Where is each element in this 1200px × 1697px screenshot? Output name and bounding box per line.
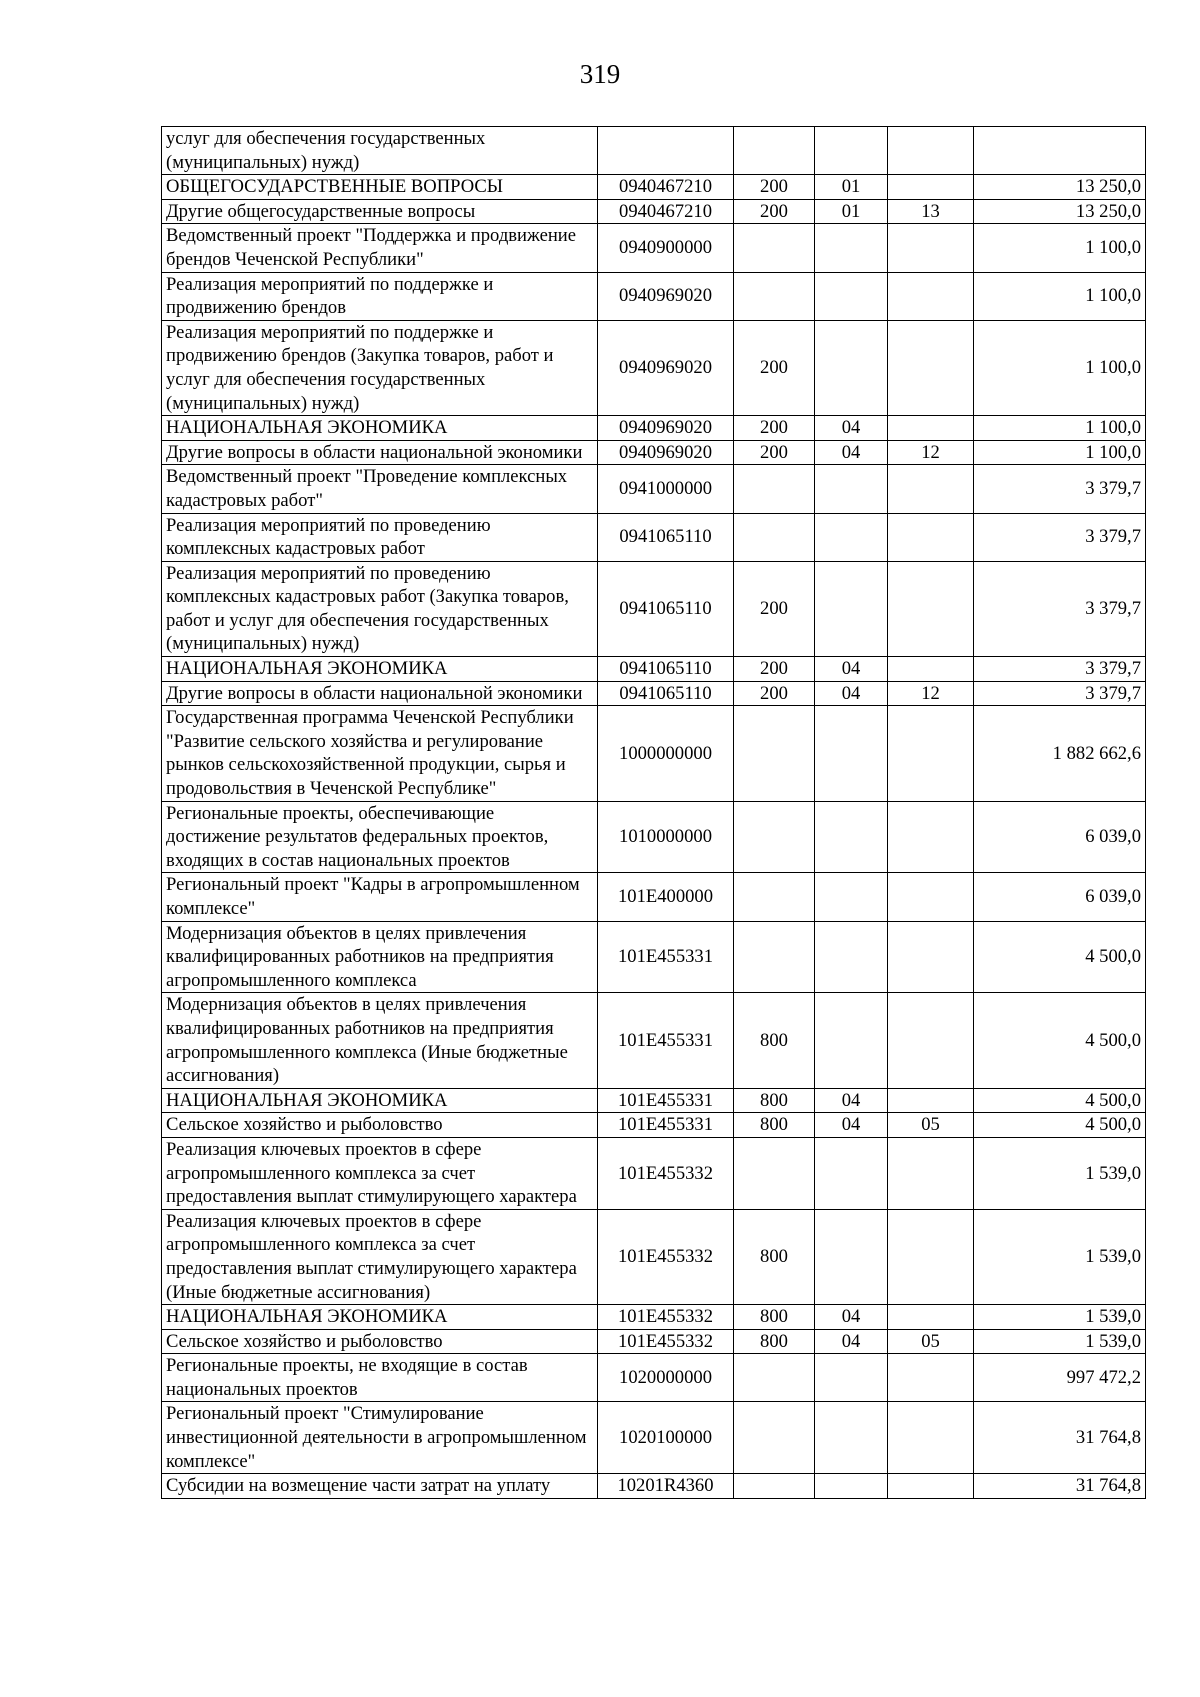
amount-cell: 1 882 662,6 — [974, 706, 1146, 801]
section-cell: 04 — [815, 657, 888, 682]
table-row — [162, 1329, 1146, 1354]
section-cell — [815, 272, 888, 320]
table-row — [162, 175, 1146, 200]
expense-type-cell — [734, 801, 815, 873]
target-article-cell: 101Е455332 — [598, 1305, 734, 1330]
subsection-cell — [888, 465, 974, 513]
subsection-cell — [888, 921, 974, 993]
expense-type-cell — [734, 272, 815, 320]
section-cell — [815, 993, 888, 1088]
target-article-cell: 0941065110 — [598, 657, 734, 682]
item-name-cell: Региональные проекты, обеспечивающие достижение результатов федеральных проектов, входящих в состав национальных проектов — [162, 801, 598, 873]
item-name-cell: Реализация мероприятий по поддержке и продвижению брендов — [162, 272, 598, 320]
section-cell: 04 — [815, 1329, 888, 1354]
item-name-cell: Региональный проект "Кадры в агропромышленном комплексе" — [162, 873, 598, 921]
table-row — [162, 1137, 1146, 1209]
amount-cell — [974, 127, 1146, 175]
subsection-cell: 12 — [888, 681, 974, 706]
section-cell — [815, 706, 888, 801]
subsection-cell — [888, 1402, 974, 1474]
subsection-cell — [888, 993, 974, 1088]
target-article-cell: 101Е455332 — [598, 1329, 734, 1354]
amount-cell: 4 500,0 — [974, 993, 1146, 1088]
target-article-cell: 101Е455331 — [598, 1088, 734, 1113]
amount-cell: 6 039,0 — [974, 801, 1146, 873]
item-name-cell: Реализация ключевых проектов в сфере агропромышленного комплекса за счет предоставления выплат стимулирующего характера (Иные бюджетные ассигнования) — [162, 1209, 598, 1304]
amount-cell: 1 539,0 — [974, 1329, 1146, 1354]
section-cell: 04 — [815, 416, 888, 441]
target-article-cell: 101Е455331 — [598, 921, 734, 993]
subsection-cell — [888, 224, 974, 272]
amount-cell: 31 764,8 — [974, 1474, 1146, 1499]
item-name-cell: НАЦИОНАЛЬНАЯ ЭКОНОМИКА — [162, 657, 598, 682]
item-name-cell: Ведомственный проект "Проведение комплексных кадастровых работ" — [162, 465, 598, 513]
table-row — [162, 465, 1146, 513]
table-row — [162, 1209, 1146, 1304]
section-cell — [815, 320, 888, 415]
table-row — [162, 873, 1146, 921]
subsection-cell — [888, 657, 974, 682]
item-name-cell: Реализация мероприятий по проведению комплексных кадастровых работ — [162, 513, 598, 561]
amount-cell: 3 379,7 — [974, 561, 1146, 656]
target-article-cell: 0941000000 — [598, 465, 734, 513]
target-article-cell: 1020100000 — [598, 1402, 734, 1474]
table-row — [162, 681, 1146, 706]
table-row — [162, 1402, 1146, 1474]
expense-type-cell: 800 — [734, 1088, 815, 1113]
expense-type-cell: 800 — [734, 1209, 815, 1304]
amount-cell: 3 379,7 — [974, 657, 1146, 682]
subsection-cell — [888, 1137, 974, 1209]
item-name-cell: ОБЩЕГОСУДАРСТВЕННЫЕ ВОПРОСЫ — [162, 175, 598, 200]
subsection-cell — [888, 416, 974, 441]
expense-type-cell: 200 — [734, 657, 815, 682]
target-article-cell: 0940467210 — [598, 175, 734, 200]
amount-cell: 1 100,0 — [974, 272, 1146, 320]
section-cell — [815, 224, 888, 272]
subsection-cell — [888, 1305, 974, 1330]
target-article-cell: 101Е455331 — [598, 993, 734, 1088]
section-cell: 04 — [815, 1113, 888, 1138]
section-cell: 04 — [815, 1088, 888, 1113]
section-cell: 04 — [815, 1305, 888, 1330]
amount-cell: 31 764,8 — [974, 1402, 1146, 1474]
section-cell: 01 — [815, 199, 888, 224]
section-cell — [815, 561, 888, 656]
expense-type-cell — [734, 1354, 815, 1402]
table-row — [162, 921, 1146, 993]
target-article-cell: 101Е455332 — [598, 1137, 734, 1209]
subsection-cell: 12 — [888, 440, 974, 465]
amount-cell: 1 100,0 — [974, 416, 1146, 441]
subsection-cell: 13 — [888, 199, 974, 224]
item-name-cell: Государственная программа Чеченской Республики "Развитие сельского хозяйства и регулирование рынков сельскохозяйственной продукции, сырья и продовольствия в Чеченской Республике" — [162, 706, 598, 801]
subsection-cell — [888, 513, 974, 561]
section-cell — [815, 801, 888, 873]
table-row — [162, 801, 1146, 873]
target-article-cell: 101Е455331 — [598, 1113, 734, 1138]
section-cell — [815, 873, 888, 921]
expense-type-cell — [734, 224, 815, 272]
subsection-cell — [888, 873, 974, 921]
budget-table-body — [162, 127, 1146, 1499]
amount-cell: 1 100,0 — [974, 320, 1146, 415]
table-row — [162, 127, 1146, 175]
amount-cell: 6 039,0 — [974, 873, 1146, 921]
amount-cell: 3 379,7 — [974, 513, 1146, 561]
table-row — [162, 513, 1146, 561]
item-name-cell: Региональные проекты, не входящие в состав национальных проектов — [162, 1354, 598, 1402]
expense-type-cell — [734, 1402, 815, 1474]
budget-table — [161, 126, 1146, 1499]
section-cell — [815, 1402, 888, 1474]
section-cell — [815, 921, 888, 993]
subsection-cell — [888, 1354, 974, 1402]
target-article-cell: 1020000000 — [598, 1354, 734, 1402]
item-name-cell: НАЦИОНАЛЬНАЯ ЭКОНОМИКА — [162, 1305, 598, 1330]
subsection-cell: 05 — [888, 1329, 974, 1354]
table-row — [162, 1088, 1146, 1113]
amount-cell: 1 539,0 — [974, 1305, 1146, 1330]
subsection-cell: 05 — [888, 1113, 974, 1138]
amount-cell: 4 500,0 — [974, 1088, 1146, 1113]
amount-cell: 1 100,0 — [974, 224, 1146, 272]
item-name-cell: НАЦИОНАЛЬНАЯ ЭКОНОМИКА — [162, 416, 598, 441]
section-cell — [815, 465, 888, 513]
table-row — [162, 272, 1146, 320]
target-article-cell: 0941065110 — [598, 681, 734, 706]
item-name-cell: Модернизация объектов в целях привлечения квалифицированных работников на предприятия агропромышленного комплекса (Иные бюджетные ассигнования) — [162, 993, 598, 1088]
subsection-cell — [888, 272, 974, 320]
target-article-cell: 10201R4360 — [598, 1474, 734, 1499]
subsection-cell — [888, 320, 974, 415]
table-row — [162, 320, 1146, 415]
expense-type-cell: 200 — [734, 561, 815, 656]
expense-type-cell: 800 — [734, 1305, 815, 1330]
item-name-cell: Региональный проект "Стимулирование инвестиционной деятельности в агропромышленном комплексе" — [162, 1402, 598, 1474]
section-cell: 01 — [815, 175, 888, 200]
expense-type-cell — [734, 873, 815, 921]
target-article-cell — [598, 127, 734, 175]
amount-cell: 13 250,0 — [974, 175, 1146, 200]
amount-cell: 3 379,7 — [974, 681, 1146, 706]
table-row — [162, 1113, 1146, 1138]
target-article-cell: 101Е400000 — [598, 873, 734, 921]
section-cell — [815, 1209, 888, 1304]
table-row — [162, 657, 1146, 682]
item-name-cell: Субсидии на возмещение части затрат на уплату — [162, 1474, 598, 1499]
section-cell: 04 — [815, 440, 888, 465]
target-article-cell: 1000000000 — [598, 706, 734, 801]
expense-type-cell — [734, 1137, 815, 1209]
section-cell: 04 — [815, 681, 888, 706]
page-number: 319 — [579, 59, 621, 89]
section-cell — [815, 513, 888, 561]
table-row — [162, 1354, 1146, 1402]
table-row — [162, 706, 1146, 801]
item-name-cell: Реализация мероприятий по поддержке и продвижению брендов (Закупка товаров, работ и услуг для обеспечения государственных (муниципальных) нужд) — [162, 320, 598, 415]
expense-type-cell: 200 — [734, 440, 815, 465]
expense-type-cell — [734, 465, 815, 513]
expense-type-cell — [734, 127, 815, 175]
item-name-cell: НАЦИОНАЛЬНАЯ ЭКОНОМИКА — [162, 1088, 598, 1113]
amount-cell: 13 250,0 — [974, 199, 1146, 224]
expense-type-cell — [734, 706, 815, 801]
target-article-cell: 0940969020 — [598, 320, 734, 415]
item-name-cell: Реализация ключевых проектов в сфере агропромышленного комплекса за счет предоставления выплат стимулирующего характера — [162, 1137, 598, 1209]
item-name-cell: Другие вопросы в области национальной экономики — [162, 681, 598, 706]
section-cell — [815, 1137, 888, 1209]
table-row — [162, 199, 1146, 224]
subsection-cell — [888, 1088, 974, 1113]
target-article-cell: 0940467210 — [598, 199, 734, 224]
expense-type-cell — [734, 1474, 815, 1499]
target-article-cell: 0940969020 — [598, 272, 734, 320]
amount-cell: 4 500,0 — [974, 1113, 1146, 1138]
subsection-cell — [888, 561, 974, 656]
item-name-cell: Ведомственный проект "Поддержка и продвижение брендов Чеченской Республики" — [162, 224, 598, 272]
table-row — [162, 1305, 1146, 1330]
subsection-cell — [888, 175, 974, 200]
target-article-cell: 0940969020 — [598, 440, 734, 465]
expense-type-cell: 200 — [734, 175, 815, 200]
table-row — [162, 561, 1146, 656]
expense-type-cell — [734, 921, 815, 993]
table-row — [162, 224, 1146, 272]
amount-cell: 1 539,0 — [974, 1137, 1146, 1209]
item-name-cell: Реализация мероприятий по проведению комплексных кадастровых работ (Закупка товаров, работ и услуг для обеспечения государственных (муниципальных) нужд) — [162, 561, 598, 656]
item-name-cell: Сельское хозяйство и рыболовство — [162, 1113, 598, 1138]
amount-cell: 4 500,0 — [974, 921, 1146, 993]
target-article-cell: 0940900000 — [598, 224, 734, 272]
target-article-cell: 0941065110 — [598, 561, 734, 656]
section-cell — [815, 127, 888, 175]
expense-type-cell: 800 — [734, 1113, 815, 1138]
table-row — [162, 993, 1146, 1088]
item-name-cell: Сельское хозяйство и рыболовство — [162, 1329, 598, 1354]
target-article-cell: 0940969020 — [598, 416, 734, 441]
section-cell — [815, 1354, 888, 1402]
expense-type-cell: 200 — [734, 320, 815, 415]
expense-type-cell: 200 — [734, 681, 815, 706]
table-row — [162, 1474, 1146, 1499]
target-article-cell: 101Е455332 — [598, 1209, 734, 1304]
item-name-cell: Модернизация объектов в целях привлечения квалифицированных работников на предприятия агропромышленного комплекса — [162, 921, 598, 993]
table-row — [162, 440, 1146, 465]
subsection-cell — [888, 1474, 974, 1499]
expense-type-cell: 200 — [734, 199, 815, 224]
subsection-cell — [888, 127, 974, 175]
subsection-cell — [888, 1209, 974, 1304]
table-row — [162, 416, 1146, 441]
target-article-cell: 1010000000 — [598, 801, 734, 873]
item-name-cell: Другие вопросы в области национальной экономики — [162, 440, 598, 465]
expense-type-cell: 800 — [734, 1329, 815, 1354]
amount-cell: 1 100,0 — [974, 440, 1146, 465]
subsection-cell — [888, 706, 974, 801]
target-article-cell: 0941065110 — [598, 513, 734, 561]
amount-cell: 1 539,0 — [974, 1209, 1146, 1304]
item-name-cell: Другие общегосударственные вопросы — [162, 199, 598, 224]
subsection-cell — [888, 801, 974, 873]
amount-cell: 3 379,7 — [974, 465, 1146, 513]
amount-cell: 997 472,2 — [974, 1354, 1146, 1402]
item-name-cell: услуг для обеспечения государственных (муниципальных) нужд) — [162, 127, 598, 175]
expense-type-cell: 800 — [734, 993, 815, 1088]
expense-type-cell: 200 — [734, 416, 815, 441]
expense-type-cell — [734, 513, 815, 561]
section-cell — [815, 1474, 888, 1499]
